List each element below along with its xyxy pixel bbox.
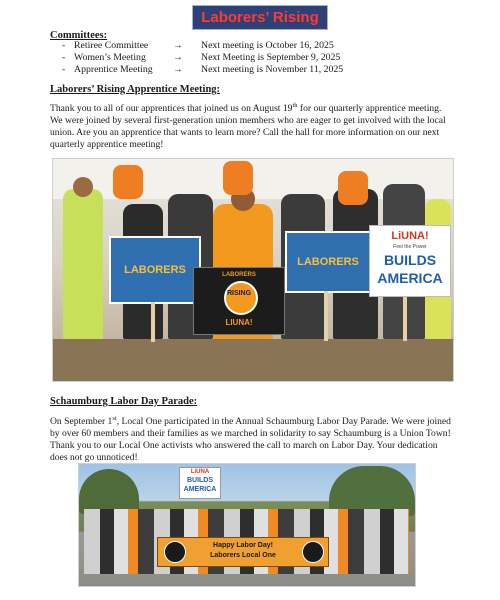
next-meeting-text: Next meeting is November 11, 2025	[201, 64, 344, 75]
laborers-rising-sign: LABORERS RISING LIUNA!	[193, 267, 285, 335]
apprentice-paragraph: Thank you to all of our apprentices that joined us on August 19th for our quarterly apprentice meeting. We were joined by several first-generation union members who are eager to get involved with the local union. Are you an apprentice that wants to learn more? Call the hall for more information on our next quarterly apprentice meeting!	[50, 102, 446, 151]
arrow-right-icon: →	[173, 64, 183, 75]
next-meeting-text: Next meeting is October 16, 2025	[201, 40, 334, 51]
committee-name: Retiree Committee	[74, 40, 149, 51]
arrow-right-icon: →	[173, 40, 183, 51]
newsletter-title: Laborers’ Rising	[192, 5, 328, 30]
laborers-sign: LABORERS	[109, 236, 201, 304]
parade-heading: Schaumburg Labor Day Parade:	[50, 396, 198, 407]
fist-logo-icon	[164, 541, 186, 563]
liuna-builds-america-sign: LiUNA BUILDS AMERICA	[179, 467, 221, 499]
apprentice-heading: Laborers’ Rising Apprentice Meeting:	[50, 84, 221, 95]
committee-name: Apprentice Meeting	[74, 64, 153, 75]
committee-name: Women’s Meeting	[74, 52, 146, 63]
happy-labor-day-banner: Happy Labor Day! Laborers Local One	[157, 537, 329, 567]
union-seal-icon	[302, 541, 324, 563]
bullet-dash: -	[62, 40, 66, 51]
liuna-builds-america-sign: LiUNA! Feel the Power BUILDS AMERICA	[369, 225, 451, 297]
bullet-dash: -	[62, 52, 66, 63]
laborers-sign: LABORERS	[285, 231, 371, 293]
arrow-right-icon: →	[173, 52, 183, 63]
labor-day-parade-photo	[78, 463, 416, 587]
apprentice-group-photo	[52, 158, 454, 382]
parade-paragraph: On September 1st, Local One participated in the Annual Schaumburg Labor Day Parade. We were joined by over 60 members and their families as we marched in solidarity to say Schaumburg is a Union Town! Thank you to our Local One activists who answered the call to march on Labor Day. Your dedication does not go unnoticed!	[50, 415, 451, 464]
next-meeting-text: Next Meeting is September 9, 2025	[201, 52, 341, 63]
fist-logo-icon	[224, 281, 258, 315]
bullet-dash: -	[62, 64, 66, 75]
committees-heading: Committees:	[50, 30, 108, 41]
